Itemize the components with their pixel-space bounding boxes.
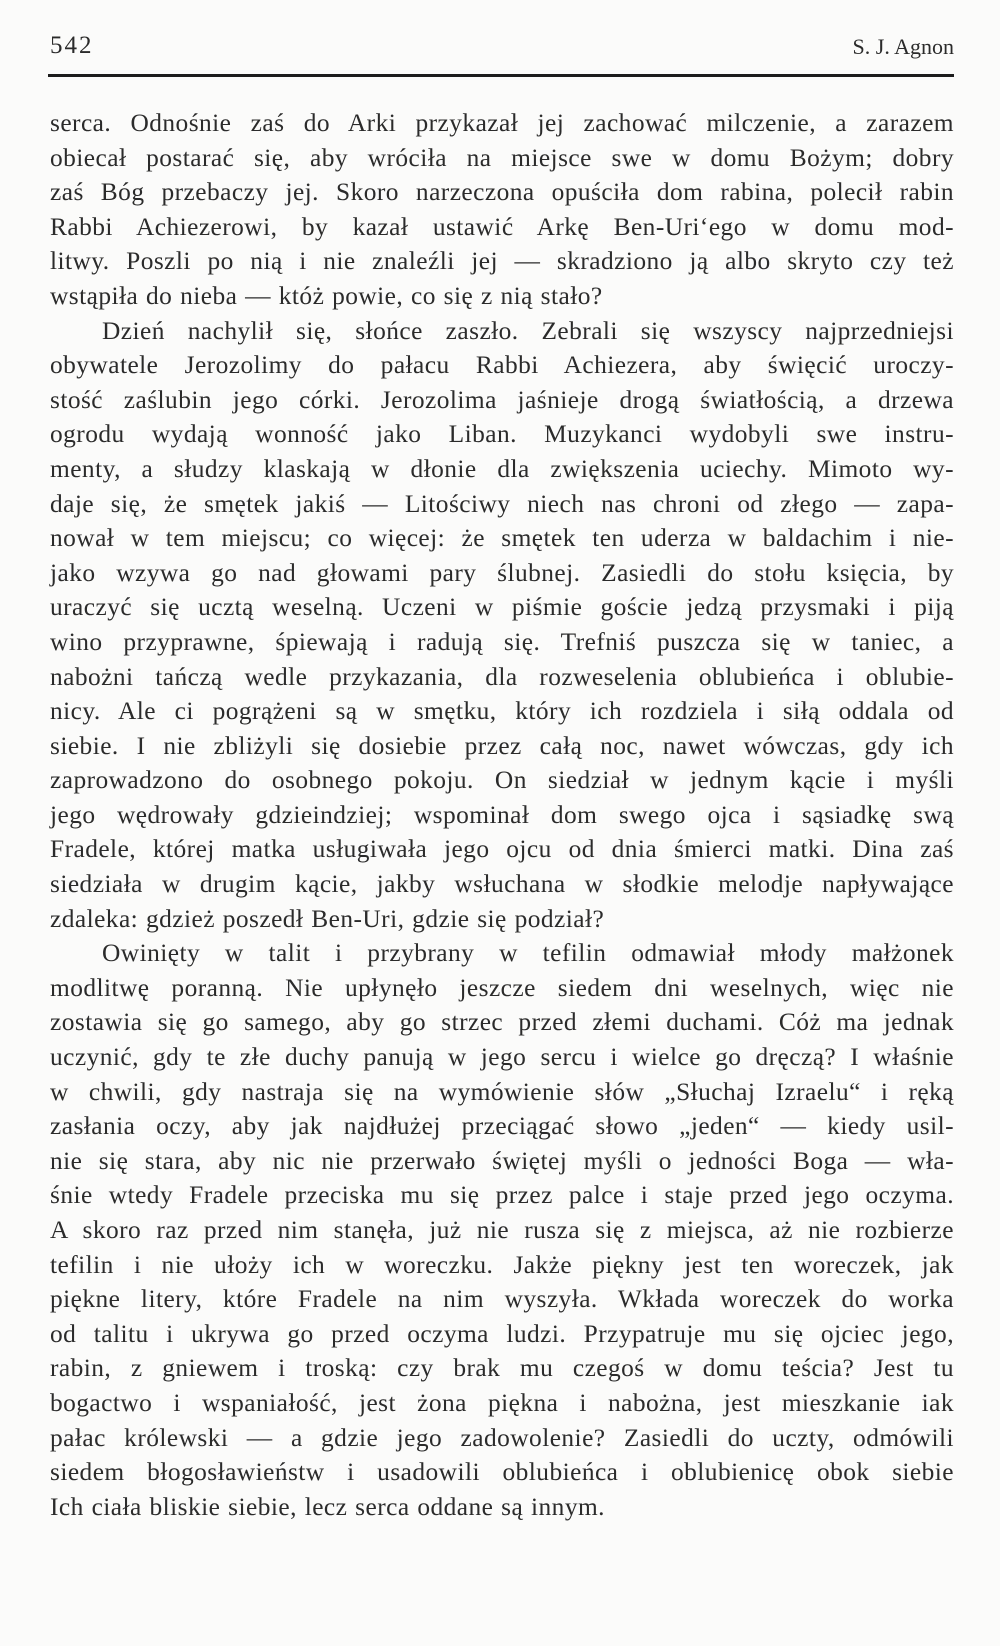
text-line: jego wędrowały gdzieindziej; wspominał dom swego ojca i sąsiadkę swą	[50, 800, 954, 829]
text-line: modlitwę poranną. Nie upłynęło jeszcze siedem dni weselnych, więc nie	[50, 973, 954, 1002]
text-line: wstąpiła do nieba — któż powie, co się z nią stało?	[50, 281, 603, 310]
text-line: nie się stara, aby nic nie przerwało świętej myśli o jedności Boga — wła-	[50, 1146, 954, 1175]
text-line: Owinięty w talit i przybrany w tefilin odmawiał młody małżonek	[102, 939, 954, 968]
text-line: nował w tem miejscu; co więcej: że smętek ten uderza w baldachim i nie-	[50, 524, 954, 553]
body-text	[50, 106, 954, 1524]
text-line: daje się, że smętek jakiś — Litościwy niech nas chroni od złego — zapa-	[50, 489, 954, 518]
running-head	[50, 28, 954, 64]
text-line: A skoro raz przed nim stanęła, już nie rusza się z miejsca, aż nie rozbierze	[50, 1216, 954, 1244]
text-line: zaprowadzono do osobnego pokoju. On siedział w jednym kącie i myśli	[50, 766, 954, 795]
text-line: piękne litery, które Fradele na nim wyszyła. Wkłada woreczek do worka	[50, 1285, 954, 1314]
text-line: zostawia się go samego, aby go strzec przed złemi duchami. Cóż ma jednak	[50, 1008, 954, 1037]
text-line: w chwili, gdy nastraja się na wymówienie słów „Słuchaj Izraelu“ i ręką	[50, 1077, 954, 1106]
text-line: nabożni tańczą wedle przykazania, dla rozweselenia oblubieńca i oblubie-	[50, 662, 954, 691]
text-line: Fradele, której matka usługiwała jego ojcu od dnia śmierci matki. Dina zaś	[50, 835, 954, 864]
text-line: wino przyprawne, śpiewają i radują się. Trefniś puszcza się w taniec, a	[50, 627, 954, 656]
text-line: siedem błogosławieństw i usadowili oblubieńca i oblubienicę obok siebie	[50, 1458, 954, 1487]
text-line: obywatele Jerozolimy do pałacu Rabbi Achiezera, aby święcić uroczy-	[50, 351, 954, 380]
page-number: 542	[50, 32, 94, 59]
text-line: zaś Bóg przebaczy jej. Skoro narzeczona opuściła dom rabina, polecił rabin	[50, 178, 954, 207]
text-line: zdaleka: gdzież poszedł Ben-Uri, gdzie się podział?	[50, 904, 605, 933]
text-line: Dzień nachylił się, słońce zaszło. Zebrali się wszyscy najprzedniejsi	[102, 316, 954, 345]
running-head-author: S. J. Agnon	[852, 34, 954, 59]
text-line: siedziała w drugim kącie, jakby wsłuchana w słodkie melodje napływające	[50, 870, 954, 899]
text-line: stość zaślubin jego córki. Jerozolima jaśnieje drogą światłością, a drzewa	[50, 385, 954, 414]
text-line: serca. Odnośnie zaś do Arki przykazał jej zachować milczenie, a zarazem	[50, 109, 954, 137]
text-line: śnie wtedy Fradele przeciska mu się przez palce i staje przed jego oczyma.	[50, 1181, 954, 1210]
text-line: litwy. Poszli po nią i nie znaleźli jej — skradziono ją albo skryto czy też	[50, 247, 954, 276]
text-line: pałac królewski — a gdzie jego zadowolenie? Zasiedli do uczty, odmówili	[50, 1423, 954, 1452]
text-line: menty, a słudzy klaskają w dłonie dla zwiększenia uciechy. Mimoto wy-	[50, 454, 954, 483]
text-line: siebie. I nie zbliżyli się dosiebie przez całą noc, nawet wówczas, gdy ich	[50, 731, 954, 760]
text-line: uczynić, gdy te złe duchy panują w jego sercu i wielce go dręczą? I właśnie	[50, 1043, 954, 1072]
text-line: jako wzywa go nad głowami pary ślubnej. Zasiedli do stołu księcia, by	[50, 558, 954, 587]
text-line: nicy. Ale ci pogrążeni są w smętku, który ich rozdziela i siłą oddala od	[50, 697, 954, 726]
text-line: Rabbi Achiezerowi, by kazał ustawić Arkę Ben-Uri‘ego w domu mod-	[50, 212, 954, 241]
text-line: bogactwo i wspaniałość, jest żona piękna i nabożna, jest mieszkanie iak	[50, 1388, 954, 1417]
text-line: ogrodu wydają wonność jako Liban. Muzykanci wydobyli swe instru-	[50, 420, 954, 449]
text-line: uraczyć się ucztą weselną. Uczeni w piśmie goście jedzą przysmaki i piją	[50, 593, 954, 622]
text-line: obiecał postarać się, aby wróciła na miejsce swe w domu Bożym; dobry	[50, 143, 954, 172]
text-line: Ich ciała bliskie siebie, lecz serca oddane są innym.	[50, 1492, 605, 1521]
header-rule	[48, 74, 954, 77]
text-line: zasłania oczy, aby jak najdłużej przeciągać słowo „jeden“ — kiedy usil-	[50, 1112, 954, 1141]
text-line: rabin, z gniewem i troską: czy brak mu czegoś w domu teścia? Jest tu	[50, 1354, 954, 1383]
text-line: od talitu i ukrywa go przed oczyma ludzi. Przypatruje mu się ojciec jego,	[50, 1319, 954, 1348]
text-line: tefilin i nie ułoży ich w woreczku. Jakże piękny jest ten woreczek, jak	[50, 1250, 954, 1279]
